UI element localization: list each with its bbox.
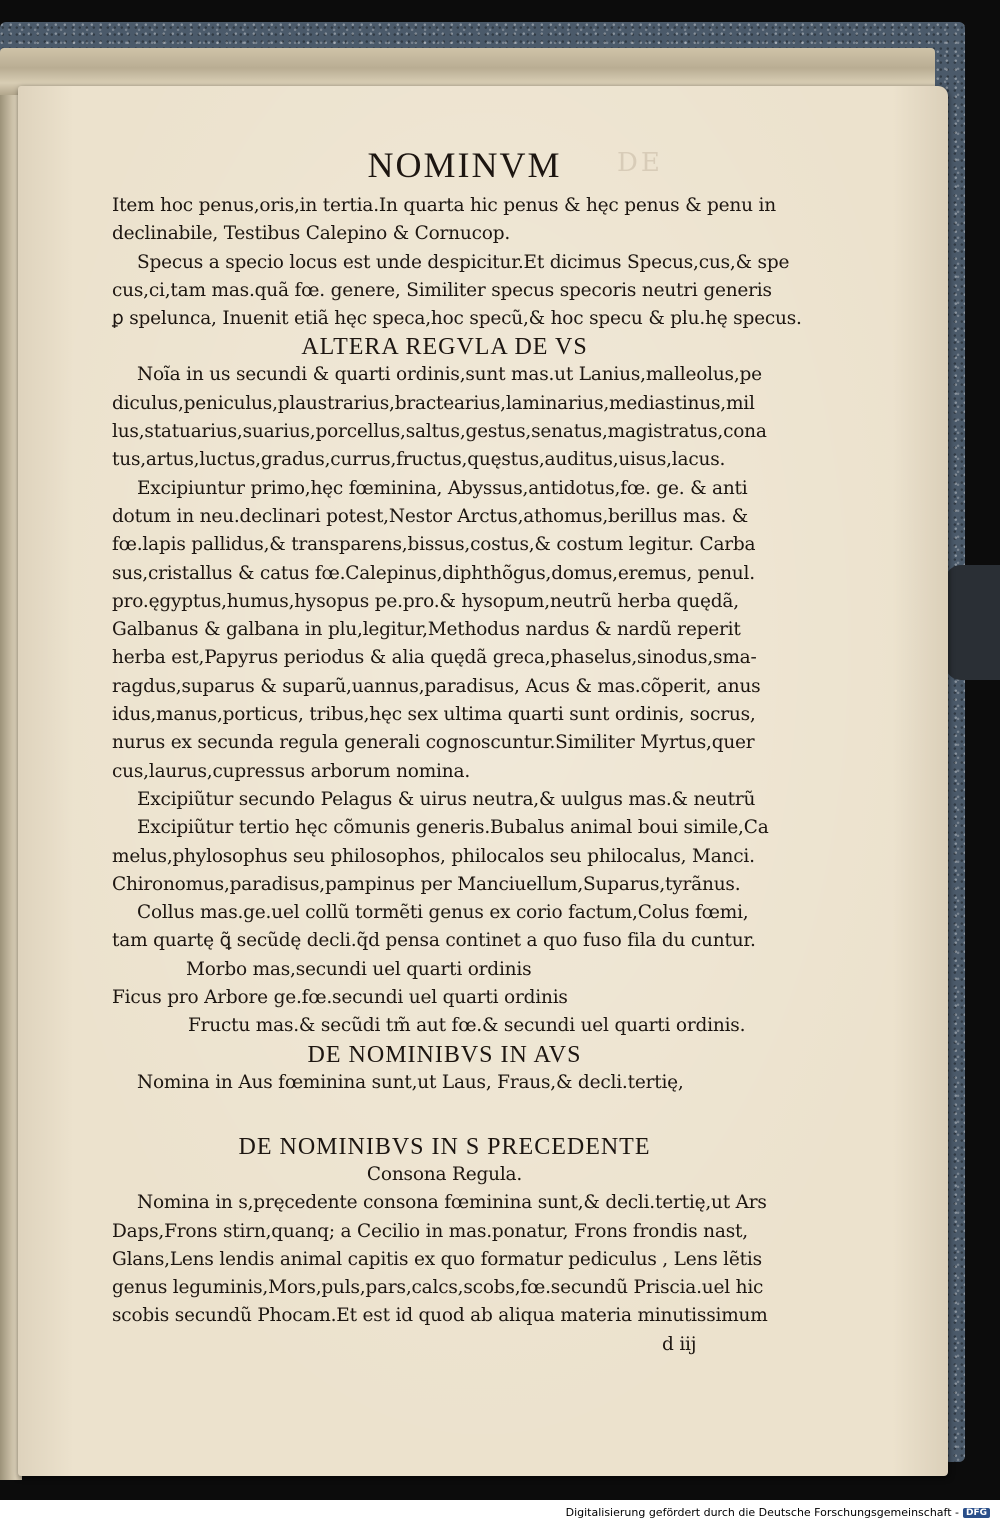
text-line: Nomina in Aus fœminina sunt,ut Laus, Fraus,& decli.tertię, (137, 1071, 684, 1093)
text-line: Galbanus & galbana in plu,legitur,Methodus nardus & nardũ reperit (112, 619, 741, 641)
section-subheading: Consona Regula. (366, 1163, 523, 1185)
show-through-text: DE (617, 148, 663, 178)
text-line: genus leguminis,Mors,puls,pars,calcs,scobs,fœ.secundũ Priscia.uel hic (112, 1277, 764, 1299)
text-line: Daps,Frons stirn,quanq; a Cecilio in mas.ponatur, Frons frondis nast, (112, 1220, 748, 1242)
text-line: diculus,peniculus,plaustrarius,bractearius,laminarius,mediastinus,mil (112, 392, 755, 414)
section-heading: DE NOMINIBVS IN S PRECEDENTE (238, 1133, 651, 1160)
text-line: lus,statuarius,suarius,porcellus,saltus,gestus,senatus,magistratus,cona (112, 421, 767, 443)
ficus-brace-list (112, 956, 777, 1041)
dfg-logo: DFG (963, 1508, 990, 1518)
text-line: ꝑ spelunca, Inuenit etiã hęc speca,hoc specũ,& hoc specu & plu.hę specus. (112, 308, 802, 330)
signature-mark: d iij (662, 1333, 697, 1355)
text-line: herba est,Papyrus periodus & alia quędã greca,phaselus,sinodus,sma- (112, 647, 757, 669)
text-line: fœ.lapis pallidus,& transparens,bissus,costus,& costum legitur. Carba (112, 534, 756, 556)
page-text (112, 140, 802, 1359)
text-line: Nomina in s,pręcedente consona fœminina sunt,& decli.tertię,ut Ars (137, 1192, 767, 1214)
section-heading: ALTERA REGVLA DE VS (301, 334, 588, 361)
brace-line: Fructu mas.& secũdi tm̃ aut fœ.& secundi uel quarti ordinis. (188, 1015, 746, 1037)
text-line: Excipiũtur tertio hęc cõmunis generis.Bubalus animal boui simile,Ca (137, 817, 769, 839)
text-line: tam quartę ꝗ͂ secũdę decli.q̃d pensa continet a quo fuso fila du cuntur. (112, 930, 756, 952)
text-line: idus,manus,porticus, tribus,hęc sex ultima quarti sunt ordinis, socrus, (112, 704, 756, 726)
text-block-2 (112, 361, 777, 955)
text-line: ragdus,suparus & suparũ,uannus,paradisus, Acus & mas.cõperit, anus (112, 675, 761, 697)
text-line: Noĩa in us secundi & quarti ordinis,sunt mas.ut Lanius,malleolus,pe (137, 364, 762, 386)
text-line: scobis secundũ Phocam.Et est id quod ab aliqua materia minutissimum (112, 1305, 768, 1327)
text-line: Excipiũtur secundo Pelagus & uirus neutra,& uulgus mas.& neutrũ (137, 788, 756, 810)
brace-line: Morbo mas,secundi uel quarti ordinis (186, 958, 532, 980)
text-line: cus,ci,tam mas.quã fœ. genere, Similiter specus specoris neutri generis (112, 279, 772, 301)
text-line: cus,laurus,cupressus arborum nomina. (112, 760, 471, 782)
text-line: nurus ex secunda regula generali cognoscuntur.Similiter Myrtus,quer (112, 732, 755, 754)
text-line: pro.ęgyptus,humus,hysopus pe.pro.& hysopum,neutrũ herba quędã, (112, 590, 739, 612)
text-line: Glans,Lens lendis animal capitis ex quo formatur pediculus , Lens lẽtis (112, 1248, 762, 1270)
text-block-1 (112, 192, 802, 333)
text-line: Chironomus,paradisus,pampinus per Manciuellum,Suparus,tyrãnus. (112, 873, 741, 895)
text-line: Collus mas.ge.uel collũ tormẽti genus ex corio factum,Colus fœmi, (137, 902, 749, 924)
text-line: Specus a specio locus est unde despicitur.Et dicimus Specus,cus,& spe (137, 251, 790, 273)
book-clasp (945, 565, 1000, 680)
text-line: sus,cristallus & catus fœ.Calepinus,diphthõgus,domus,eremus, penul. (112, 562, 755, 584)
footer-credit-text: Digitalisierung gefördert durch die Deutsche Forschungsgemeinschaft - (565, 1506, 959, 1519)
brace-line: Ficus pro Arbore ge.fœ.secundi uel quarti ordinis (112, 987, 568, 1009)
text-block-3 (112, 1189, 777, 1330)
text-line: Item hoc penus,oris,in tertia.In quarta hic penus & hęc penus & penu in (112, 195, 776, 216)
page-title: NOMINVM (367, 145, 562, 185)
section-heading: DE NOMINIBVS IN AVS (307, 1041, 582, 1068)
text-line: tus,artus,luctus,gradus,currus,fructus,quęstus,auditus,uisus,lacus. (112, 449, 726, 471)
text-line: declinabile, Testibus Calepino & Cornucop. (112, 223, 511, 245)
text-line: dotum in neu.declinari potest,Nestor Arctus,athomus,berillus mas. & (112, 505, 748, 527)
text-line: Excipiuntur primo,hęc fœminina, Abyssus,antidotus,fœ. ge. & anti (137, 477, 748, 499)
footer-credit (566, 1504, 990, 1521)
text-line: melus,phylosophus seu philosophos, philocalos seu philocalus, Manci. (112, 845, 755, 867)
